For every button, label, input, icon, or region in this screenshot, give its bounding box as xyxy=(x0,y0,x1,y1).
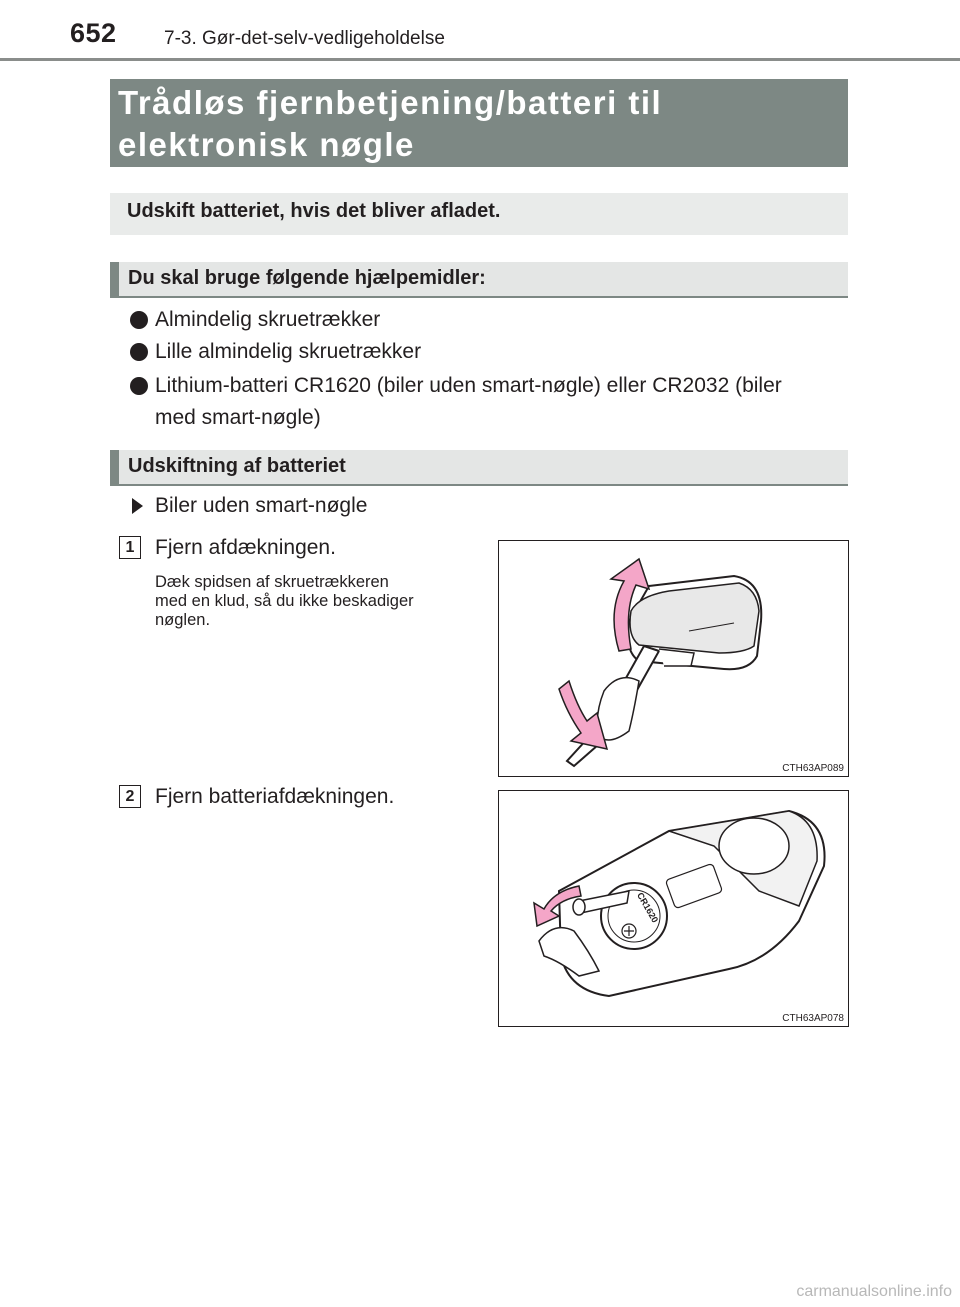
section-title: 7-3. Gør-det-selv-vedligeholdelse xyxy=(164,28,445,49)
key-cover-illustration xyxy=(499,541,848,776)
heading-accent-bar xyxy=(110,262,119,296)
step-note-line: Dæk spidsen af skruetrækkeren xyxy=(155,573,389,591)
tool-item-text: Almindelig skruetrækker xyxy=(155,308,381,331)
heading-accent-bar xyxy=(110,450,119,484)
figure-code: CTH63AP078 xyxy=(782,1013,844,1024)
figure-remove-cover xyxy=(498,540,849,777)
watermark: carmanualsonline.info xyxy=(796,1283,952,1300)
tools-heading-text: Du skal bruge følgende hjælpemidler: xyxy=(128,267,486,289)
header-divider xyxy=(0,58,960,61)
step-note-line: nøglen. xyxy=(155,611,211,629)
step-number-badge: 2 xyxy=(119,785,141,808)
page-number: 652 xyxy=(70,18,117,48)
step-text: Fjern afdækningen. xyxy=(155,536,336,559)
page-title-line2: elektronisk nøgle xyxy=(118,126,415,163)
tool-item-line: Lithium-batteri CR1620 (biler uden smart-nøgle) eller CR2032 (biler xyxy=(155,374,782,397)
figure-remove-battery-cover xyxy=(498,790,849,1027)
replace-heading-text: Udskiftning af batteriet xyxy=(128,455,346,477)
triangle-bullet-icon xyxy=(132,498,143,514)
tools-heading xyxy=(110,262,848,298)
battery-label: CR1620 xyxy=(635,890,661,925)
step-number-badge: 1 xyxy=(119,536,141,559)
step-note-line: med en klud, så du ikke beskadiger xyxy=(155,592,414,610)
tool-item-text: Lille almindelig skruetrækker xyxy=(155,340,422,363)
page-title xyxy=(118,82,838,166)
figure-code: CTH63AP089 xyxy=(782,763,844,774)
tool-item-line: med smart-nøgle) xyxy=(155,406,321,429)
key-battery-illustration xyxy=(499,791,848,1026)
step-text: Fjern batteriafdækningen. xyxy=(155,785,395,808)
tool-item-text xyxy=(155,370,850,434)
bullet-dot-icon xyxy=(130,377,148,395)
page-title-line1: Trådløs fjernbetjening/batteri til xyxy=(118,84,663,121)
step-note xyxy=(155,573,477,630)
replace-heading xyxy=(110,450,848,486)
variant-label: Biler uden smart-nøgle xyxy=(155,494,368,517)
intro-text: Udskift batteriet, hvis det bliver afladet. xyxy=(127,200,501,222)
bullet-dot-icon xyxy=(130,311,148,329)
bullet-dot-icon xyxy=(130,343,148,361)
